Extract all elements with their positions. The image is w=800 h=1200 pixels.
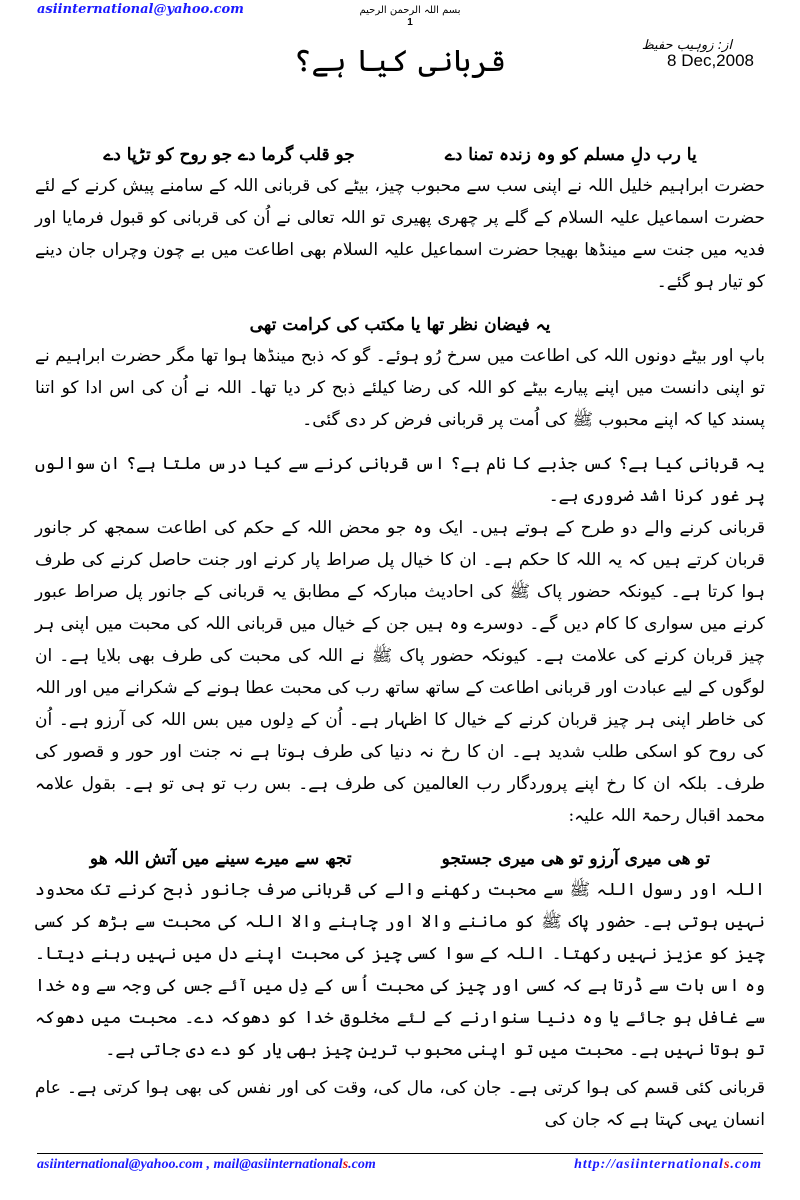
paragraph: قربانی کئی قسم کی ہوا کرتی ہے۔ جان کی، مال کی، وقت کی اور نفس کی بھی ہوا کرتی ہے۔ عام انسان یہی کہتا ہے کہ جان کی: [35, 1078, 765, 1130]
verse-couplet-2: [35, 844, 765, 874]
paragraph: حضرت ابراہیم خلیل اللہ نے اپنی سب سے محبوب چیز، بیٹے کی قربانی اللہ کے سامنے پیش کرنے کے لئے حضرت اسماعیل علیہ السلام کے گلے پر چھری پھیری تو اللہ تعالی نے اُن کی قربانی کو قبول فرمایا اور فدیہ میں جنت سے مینڈھا بھیجا حضرت اسماعیل علیہ السلام بھی اطاعت میں بے چون وچراں جان دینے کو تیار ہو گئے۔: [35, 176, 765, 292]
verse-line-left: جو قلب گرما دے جو روح کو تڑپا دے: [103, 145, 355, 165]
footer-emails-text: asiinternational@yahoo.com , mail@asiinternational: [37, 1157, 343, 1172]
paragraph: اللہ اور رسول اللہ ﷺ سے محبت رکھنے والے کی قربانی صرف جانور ذبح کرنے تک محدود نہیں ہوتی ہے۔ حضور پاک ﷺ کو ماننے والا اور چاہنے والا اللہ کی محبت سے بڑھ کر کسی چیز کو عزیز نہیں رکھتا۔ اللہ کے سوا کسی چیز کی محبت اپنے دل میں نہیں رہنے دیتا۔ وہ اس بات سے ڈرتا ہے کہ کسی اور چیز کی محبت اُس کے دِل میں آئے جس کی وجہ سے وہ خدا سے غافل ہو جائے یا وہ دنیا سنوارنے کے لئے مخلوق خدا کو دھوکہ دے۔ محبت میں دھوکہ تو ہوتا نہیں ہے۔ محبت میں تو اپنی محبوب ترین چیز بھی یار کو دے دی جاتی ہے۔: [35, 880, 765, 1060]
verse-line-left: تجھ سے میرے سینے میں آتش اللہ ھو: [89, 849, 352, 869]
paragraph: باپ اور بیٹے دونوں اللہ کی اطاعت میں سرخ رُو ہوئے۔ گو کہ ذبح مینڈھا ہوا تھا مگر حضرت ابراہیم نے تو اپنی دانست میں اپنے پیارے بیٹے کو اللہ کی رضا کیلئے ذبح کر دیا تھا۔ اللہ نے اُن کی اس ادا کو اتنا پسند کیا کہ اپنے محبوب ﷺ کی اُمت پر قربانی فرض کر دی گئی۔: [35, 346, 765, 430]
article-body: [35, 140, 765, 1136]
footer-website-link[interactable]: [574, 1157, 762, 1173]
page-title: قربانی کیا ہے؟: [293, 44, 507, 79]
bismillah: بسم اللہ الرحمن الرحیم: [359, 5, 461, 16]
author: از: زوہیب حفیظ: [641, 38, 732, 53]
verse-line-right: تو ھی میری آرزو تو ھی میری جستجو: [441, 849, 711, 869]
footer-url-red-letter: s: [723, 1157, 731, 1172]
page-number: 1: [407, 17, 413, 28]
footer-emails-red-letter: s: [342, 1157, 349, 1172]
paragraph: یہ قربانی کیا ہے؟ کس جذبے کا نام ہے؟ اس قربانی کرنے سے کیا درس ملتا ہے؟ ان سوالوں پر غور کرنا اشد ضروری ہے۔: [35, 454, 765, 506]
footer-url-suffix: .com: [730, 1157, 762, 1172]
date: 8 Dec,2008: [667, 51, 754, 70]
verse-single: یہ فیضان نظر تھا یا مکتب کی کرامت تھی: [249, 315, 551, 335]
footer-url-text: http://asiinternational: [574, 1157, 724, 1172]
footer-email-links[interactable]: [37, 1157, 376, 1173]
verse-line-right: یا رب دلِ مسلم کو وہ زندہ تمنا دے: [444, 145, 697, 165]
footer-emails-suffix: .com: [348, 1157, 376, 1172]
paragraph: قربانی کرنے والے دو طرح کے ہوتے ہیں۔ ایک وہ جو محض اللہ کے حکم کی اطاعت سمجھ کر جانور قربان کرتے ہیں کہ یہ اللہ کا حکم ہے۔ ان کا خیال پل صراط پار کرنے اور جنت حاصل کرنے کی طرف ہوا کرتا ہے۔ کیونکہ حضور پاک ﷺ کی احادیث مبارکہ کے مطابق یہ قربانی کے جانور پل صراط عبور کرنے میں سواری کا کام دیں گے۔ دوسرے وہ ہیں جن کے خیال میں قربانی اللہ کی محبت میں اپنی ہر چیز قربان کرنے کی علامت ہے۔ کیونکہ حضور پاک ﷺ نے اللہ کی محبت کی طرف بھی بلایا ہے۔ ان لوگوں کے لیے عبادت اور قربانی اطاعت کے ساتھ ساتھ رب کی محبت عطا ہونے کے شکرانے میں اور اللہ کی خاطر اپنی ہر چیز قربان کرنے کے خیال کا اظہار ہے۔ اُن کے دِلوں میں بس اللہ کی آرزو ہے۔ اُن کی روح کو اسکی طلب شدید ہے۔ ان کا رخ نہ دنیا کی طرف ہوتا ہے نہ جنت اور حور و قصور کی طرف۔ بلکہ ان کا رخ اپنے پروردگار رب العالمین کی طرف ہے۔ بس رب تو ہی تو ہے۔ بقول علامہ محمد اقبال رحمۃ اللہ علیہ:: [35, 518, 765, 826]
header-email-link[interactable]: asiinternational@yahoo.com: [37, 2, 244, 17]
footer-divider: [37, 1153, 763, 1154]
verse-couplet-1: [35, 140, 765, 170]
